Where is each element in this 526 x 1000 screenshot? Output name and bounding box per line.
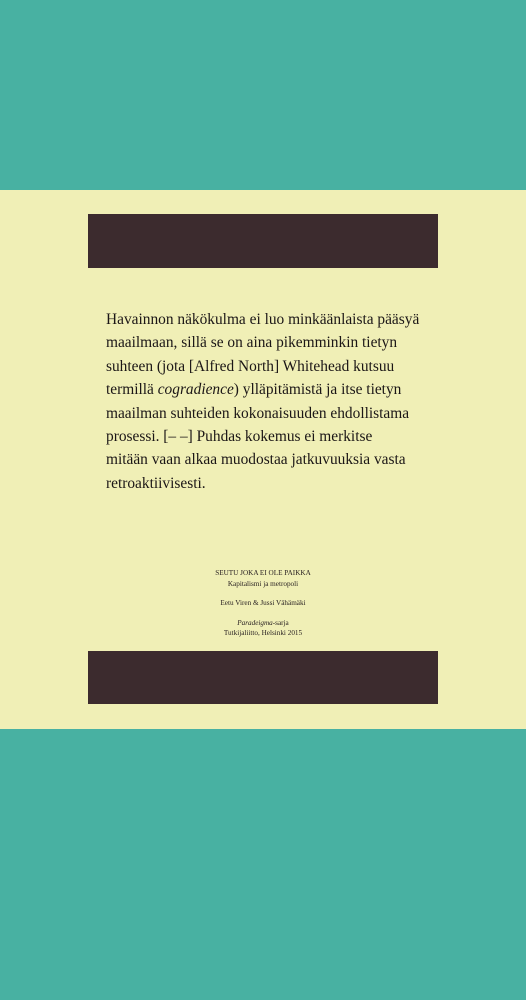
quote-line [106, 378, 436, 401]
series-name: Paradeigma [237, 618, 273, 627]
book-publisher: Tutkijaliitto, Helsinki 2015 [223, 629, 303, 638]
quote-line: maailman suhteiden kokonaisuuden ehdollistama [106, 404, 410, 422]
quote-text [106, 308, 436, 495]
book-page [88, 214, 438, 704]
series-suffix: -sarja [272, 618, 289, 627]
quote-italic-term: cogradience [157, 381, 234, 399]
top-dark-bar [88, 214, 438, 268]
spacer [88, 589, 438, 598]
quote-line: maailmaan, sillä se on aina pikemminkin tietyn [106, 334, 398, 352]
book-title: SEUTU JOKA EI OLE PAIKKA [215, 569, 311, 577]
quote-fragment: ) ylläpitämistä ja itse tietyn [233, 381, 402, 399]
spacer [88, 609, 438, 618]
quote-line: prosessi. [– –] Puhdas kokemus ei merkitse [106, 428, 373, 446]
book-authors: Eetu Viren & Jussi Vähämäki [220, 599, 306, 608]
bottom-dark-bar [88, 651, 438, 704]
quote-fragment: termillä [106, 381, 158, 399]
colophon [88, 568, 438, 639]
quote-line: mitään vaan alkaa muodostaa jatkuvuuksia vasta [106, 451, 406, 469]
book-subtitle: Kapitalismi ja metropoli [227, 579, 299, 588]
quote-line: suhteen (jota [Alfred North] Whitehead kutsuu [106, 357, 395, 375]
quote-line: retroaktiivisesti. [106, 474, 206, 492]
book-series [88, 618, 438, 629]
quote-line: Havainnon näkökulma ei luo minkäänlaista pääsyä [106, 311, 420, 328]
